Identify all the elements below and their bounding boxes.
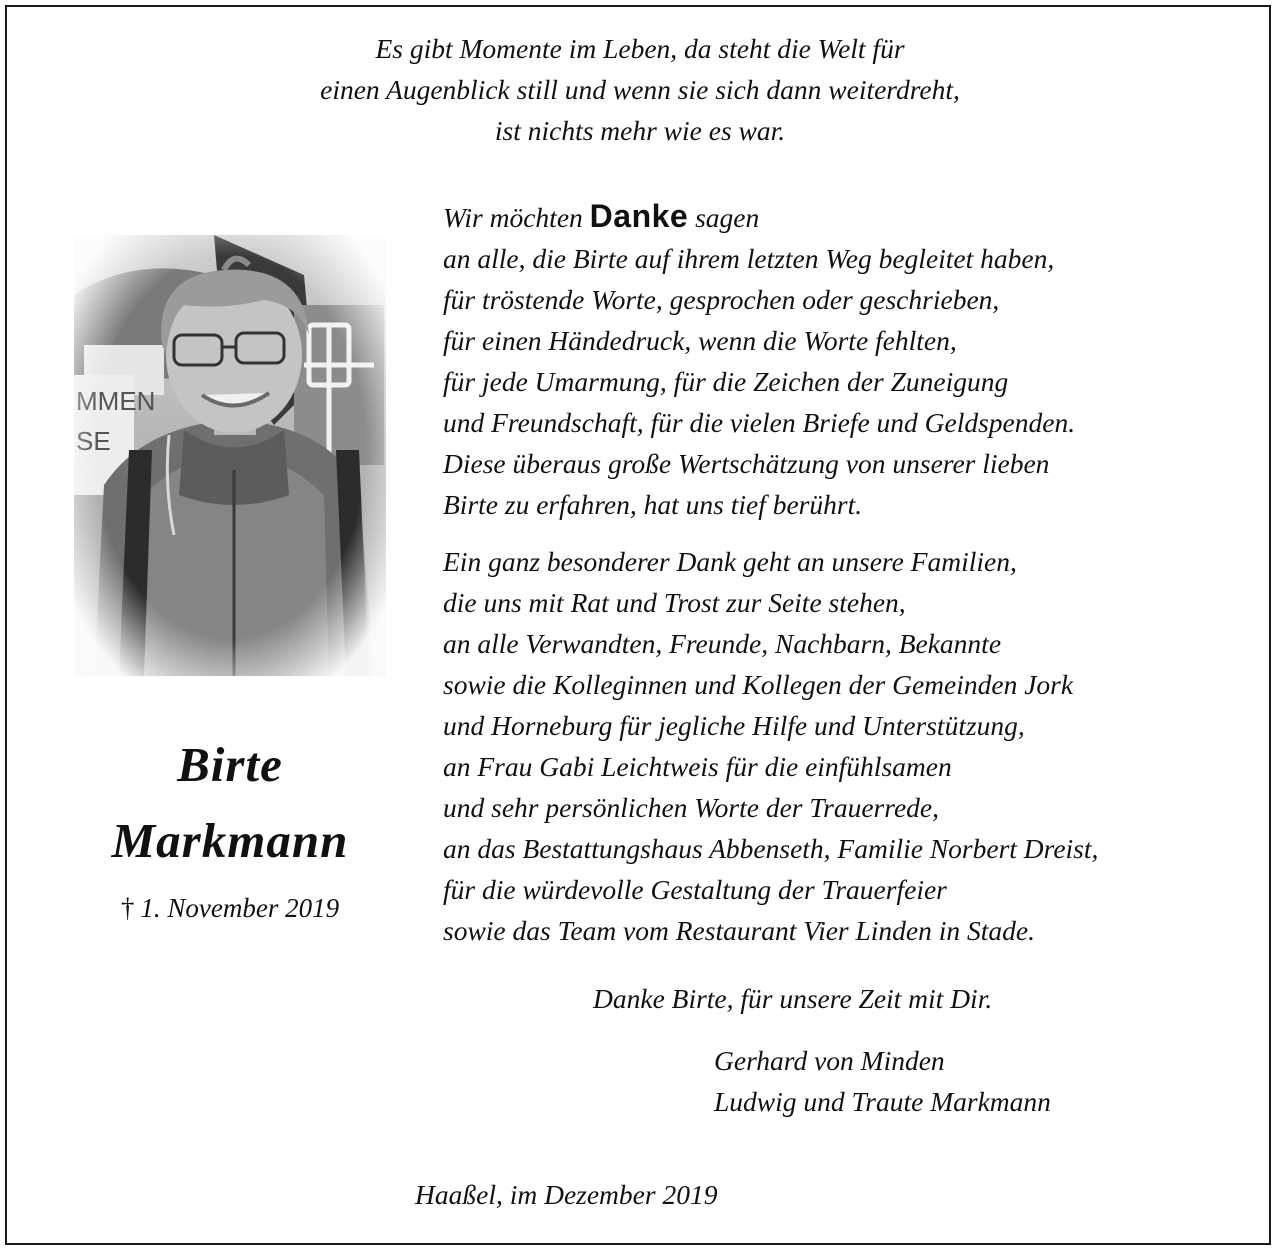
signer-name: Ludwig und Traute Markmann (714, 1086, 1051, 1117)
thanks-emphasis: Danke (589, 198, 689, 234)
text-line: an Frau Gabi Leichtweis für die einfühlsamen (443, 751, 952, 782)
thanks-intro-before: Wir möchten (443, 202, 583, 233)
thanks-intro (443, 196, 1243, 238)
text-line: Diese überaus große Wertschätzung von unserer lieben (443, 448, 1050, 479)
text-line: und sehr persönlichen Worte der Trauerrede, (443, 792, 939, 823)
text-line: die uns mit Rat und Trost zur Seite stehen, (443, 587, 906, 618)
text-line: Birte zu erfahren, hat uns tief berührt. (443, 489, 863, 520)
opening-quote (0, 28, 1280, 151)
death-date-line (60, 891, 400, 925)
signer-name: Gerhard von Minden (714, 1045, 945, 1076)
text-line: sowie das Team vom Restaurant Vier Linden in Stade. (443, 915, 1035, 946)
deceased-first-name: Birte (177, 737, 283, 792)
text-line: Ein ganz besonderer Dank geht an unsere Familien, (443, 546, 1017, 577)
deceased-name-block (60, 735, 400, 925)
thanks-text (443, 196, 1243, 951)
quote-line: ist nichts mehr wie es war. (494, 115, 786, 146)
text-line: und Horneburg für jegliche Hilfe und Unterstützung, (443, 710, 1025, 741)
text-line: sowie die Kolleginnen und Kollegen der Gemeinden Jork (443, 669, 1074, 700)
place-date: Haaßel, im Dezember 2019 (415, 1179, 718, 1210)
text-line: und Freundschaft, für die vielen Briefe und Geldspenden. (443, 407, 1076, 438)
text-line: an alle, die Birte auf ihrem letzten Weg begleitet haben, (443, 243, 1055, 274)
quote-line: Es gibt Momente im Leben, da steht die Welt für (375, 33, 905, 64)
text-line: für tröstende Worte, gesprochen oder geschrieben, (443, 284, 1000, 315)
deceased-last-name: Markmann (111, 813, 349, 868)
death-date: 1. November 2019 (140, 893, 340, 923)
portrait-photo (74, 235, 386, 676)
signers-block (714, 1040, 1051, 1122)
text-line: für jede Umarmung, für die Zeichen der Zuneigung (443, 366, 1009, 397)
cross-icon: † (120, 893, 135, 923)
text-line: für die würdevolle Gestaltung der Trauerfeier (443, 874, 947, 905)
thanks-intro-after: sagen (695, 202, 760, 233)
text-line: für einen Händedruck, wenn die Worte fehlten, (443, 325, 957, 356)
text-line: an alle Verwandten, Freunde, Nachbarn, Bekannte (443, 628, 1002, 659)
thanks-paragraph-1 (443, 238, 1243, 525)
text-line: an das Bestattungshaus Abbenseth, Familie Norbert Dreist, (443, 833, 1099, 864)
quote-line: einen Augenblick still und wenn sie sich dann weiterdreht, (320, 74, 960, 105)
thanks-paragraph-2 (443, 541, 1243, 951)
closing-line: Danke Birte, für unsere Zeit mit Dir. (593, 983, 993, 1014)
